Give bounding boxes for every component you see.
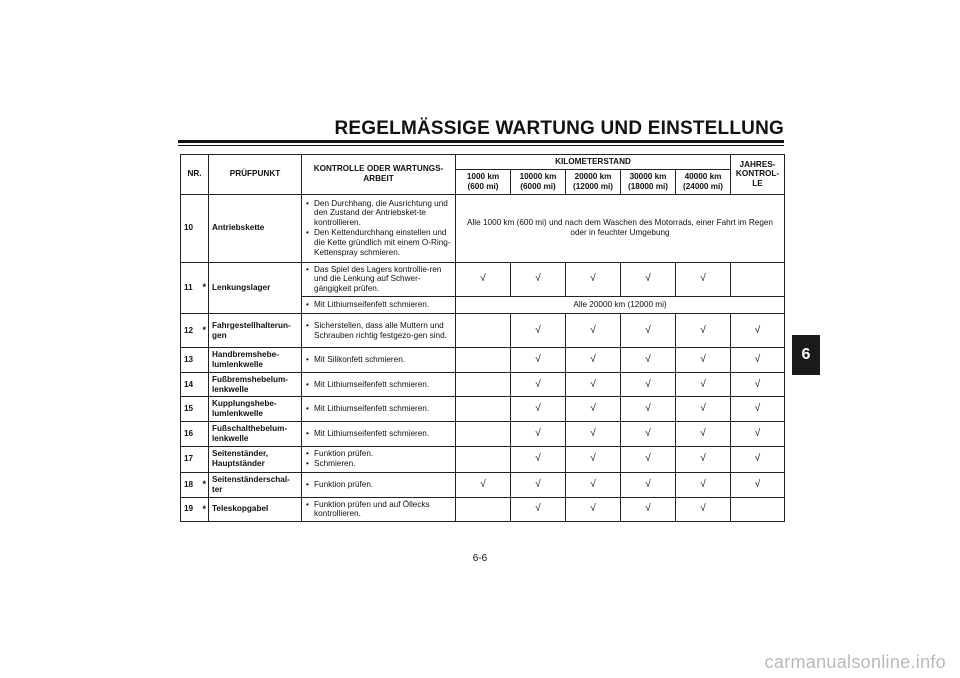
task-list [305,321,452,341]
row-number: 19 [181,497,200,522]
empty-cell [731,262,785,297]
check-mark: √ [731,372,785,397]
table-row [181,262,785,297]
table-row [181,422,785,447]
empty-cell [456,397,511,422]
header-nr: NR. [181,155,209,195]
check-mark: √ [566,262,621,297]
task-list [305,355,452,365]
header-km-1 [456,169,511,194]
check-mark: √ [566,472,621,497]
check-mark: √ [621,497,676,522]
row-item: Fußbremshebelum-lenkwelle [209,372,302,397]
row-task [302,297,456,314]
check-mark: √ [676,446,731,472]
row-task [302,422,456,447]
row-asterisk [200,422,209,447]
row-task [302,372,456,397]
header-km-line: (6000 mi) [520,181,556,191]
row-number: 15 [181,397,200,422]
check-mark: √ [731,422,785,447]
check-mark: √ [511,497,566,522]
row-item: Kupplungshebe-lumlenkwelle [209,397,302,422]
maintenance-table [180,154,785,522]
row-asterisk [200,446,209,472]
task-item: • Das Spiel des Lagers kontrollie-ren und die Lenkung auf Schwer-gängigkeit prüfen. [314,265,452,295]
row-interval-text: Alle 20000 km (12000 mi) [456,297,785,314]
table-row [181,397,785,422]
empty-cell [456,446,511,472]
check-mark: √ [676,422,731,447]
check-mark: √ [511,348,566,373]
check-mark: √ [676,497,731,522]
header-km-line: 40000 km [684,171,722,181]
row-item: Seitenständer, Hauptständer [209,446,302,472]
check-mark: √ [676,348,731,373]
task-item: • Den Durchhang, die Ausrichtung und den Zustand der Antriebsket-te kontrollieren. [314,199,452,229]
row-asterisk [200,194,209,262]
header-km-line: 20000 km [574,171,612,181]
task-list [305,380,452,390]
row-number: 14 [181,372,200,397]
row-task [302,472,456,497]
row-interval-text: Alle 1000 km (600 mi) und nach dem Waschen des Motorrads, einer Fahrt im Regen oder in feuchter Umgebung [456,194,785,262]
header-km-2 [511,169,566,194]
header-km-line: 30000 km [629,171,667,181]
row-number: 18 [181,472,200,497]
task-list [305,449,452,469]
check-mark: √ [511,446,566,472]
check-mark: √ [456,472,511,497]
page-number: 6-6 [472,553,488,564]
empty-cell [456,314,511,348]
check-mark: √ [511,422,566,447]
task-item: • Mit Lithiumseifenfett schmieren. [314,404,452,414]
task-item: • Mit Lithiumseifenfett schmieren. [314,429,452,439]
row-task [302,446,456,472]
row-task [302,262,456,297]
check-mark: √ [566,348,621,373]
row-number: 16 [181,422,200,447]
task-list [305,500,452,520]
row-number: 10 [181,194,200,262]
header-km-line: (18000 mi) [627,181,669,191]
task-item: • Schmieren. [314,459,452,469]
row-item: Handbremshebe-lumlenkwelle [209,348,302,373]
task-item: • Den Kettendurchhang einstellen und die Kette gründlich mit einem O-Ring-Kettenspray schmieren. [314,228,452,258]
table-row [181,446,785,472]
header-row [181,155,785,170]
header-km-line: (12000 mi) [572,181,614,191]
empty-cell [456,372,511,397]
table-row [181,372,785,397]
header-km-line: (600 mi) [467,181,499,191]
header-km-line: 1000 km [466,171,500,181]
check-mark: √ [511,472,566,497]
task-list [305,199,452,258]
task-list [305,265,452,295]
header-task: KONTROLLE ODER WARTUNGS-ARBEIT [302,155,456,195]
check-mark: √ [676,262,731,297]
check-mark: √ [511,397,566,422]
check-mark: √ [621,372,676,397]
row-task [302,397,456,422]
row-asterisk [200,372,209,397]
table-row [181,194,785,262]
row-asterisk [200,348,209,373]
header-item: PRÜFPUNKT [209,155,302,195]
check-mark: √ [566,314,621,348]
table-body [181,194,785,522]
check-mark: √ [731,472,785,497]
check-mark: √ [566,446,621,472]
header-km-4 [621,169,676,194]
check-mark: √ [621,397,676,422]
task-item: • Mit Lithiumseifenfett schmieren. [314,380,452,390]
check-mark: √ [621,472,676,497]
check-mark: √ [731,348,785,373]
header-km-5 [676,169,731,194]
task-item: • Funktion prüfen. [314,449,452,459]
row-item: Fußschalthebelum-lenkwelle [209,422,302,447]
empty-cell [456,422,511,447]
header-km-3 [566,169,621,194]
row-item: Lenkungslager [209,262,302,314]
check-mark: √ [621,446,676,472]
task-item: • Mit Lithiumseifenfett schmieren. [314,300,452,310]
check-mark: √ [566,497,621,522]
task-list [305,300,452,310]
check-mark: √ [731,446,785,472]
check-mark: √ [621,422,676,447]
row-item: Antriebskette [209,194,302,262]
check-mark: √ [511,314,566,348]
check-mark: √ [456,262,511,297]
header-km-line: (24000 mi) [682,181,724,191]
check-mark: √ [621,314,676,348]
check-mark: √ [676,314,731,348]
title-rule-thin [178,145,784,146]
header-annual: JAHRES-KONTROL-LE [731,155,785,195]
row-asterisk: * [200,262,209,314]
check-mark: √ [511,262,566,297]
table-row [181,497,785,522]
row-task [302,194,456,262]
task-item: • Funktion prüfen und auf Öllecks kontrollieren. [314,500,452,520]
table-row [181,314,785,348]
row-task [302,314,456,348]
row-item: Seitenständerschal-ter [209,472,302,497]
check-mark: √ [676,397,731,422]
check-mark: √ [731,314,785,348]
row-task [302,497,456,522]
task-list [305,404,452,414]
check-mark: √ [676,472,731,497]
page-title: REGELMÄSSIGE WARTUNG UND EINSTELLUNG [334,118,784,139]
row-asterisk: * [200,472,209,497]
chapter-tab[interactable]: 6 [792,335,820,375]
row-asterisk: * [200,314,209,348]
task-item: • Sicherstellen, dass alle Muttern und Schrauben richtig festgezo-gen sind. [314,321,452,341]
row-item: Teleskopgabel [209,497,302,522]
task-list [305,429,452,439]
header-km-line: 10000 km [519,171,557,181]
row-asterisk [200,397,209,422]
row-number: 17 [181,446,200,472]
task-list [305,480,452,490]
check-mark: √ [566,397,621,422]
row-number: 13 [181,348,200,373]
check-mark: √ [566,372,621,397]
check-mark: √ [511,372,566,397]
empty-cell [731,497,785,522]
check-mark: √ [566,422,621,447]
row-number: 11 [181,262,200,314]
check-mark: √ [621,262,676,297]
check-mark: √ [621,348,676,373]
row-number: 12 [181,314,200,348]
check-mark: √ [731,397,785,422]
header-odometer: KILOMETERSTAND [456,155,731,170]
check-mark: √ [676,372,731,397]
empty-cell [456,348,511,373]
row-asterisk: * [200,497,209,522]
task-item: • Mit Silikonfett schmieren. [314,355,452,365]
empty-cell [456,497,511,522]
table-row [181,348,785,373]
title-rule [178,140,784,143]
row-item: Fahrgestellhalterun-gen [209,314,302,348]
site-watermark: carmanualsonline.info [764,652,946,672]
task-item: • Funktion prüfen. [314,480,452,490]
table-row [181,472,785,497]
row-task [302,348,456,373]
